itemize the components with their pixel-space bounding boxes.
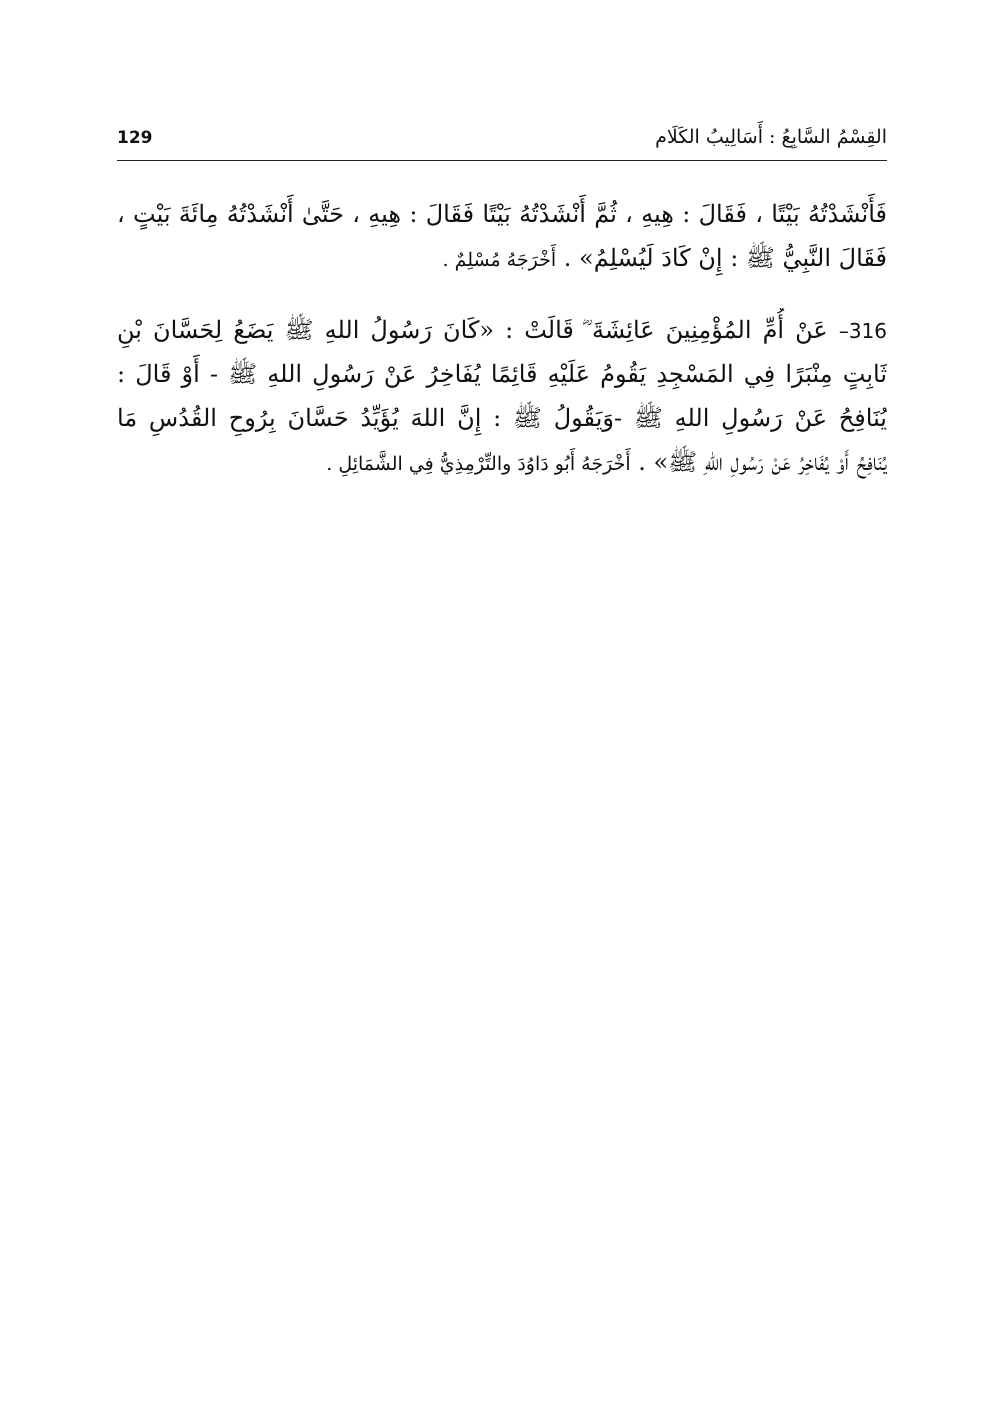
page-number: 129 [117, 128, 153, 148]
paragraph-2-line-4 [117, 440, 887, 484]
paragraph-1-line-1: فَأَنْشَدْتُهُ بَيْتًا ، فَقَالَ : هِيهِ ، ثُمَّ أَنْشَدْتُهُ بَيْتًا فَقَالَ : هِيهِ ، حَتَّىٰ أَنْشَدْتُهُ مِائَةَ بَيْتٍ ، [117, 200, 887, 228]
page-header [117, 126, 887, 161]
paragraph-2-line-2: ثَابِتٍ مِنْبَرًا فِي المَسْجِدِ يَقُومُ عَلَيْهِ قَائِمًا يُفَاخِرُ عَنْ رَسُولِ اللهِ ﷺ - أَوْ قَالَ : [117, 360, 887, 388]
paragraph-2-line-3: يُنَافِحُ عَنْ رَسُولِ اللهِ ﷺ -وَيَقُولُ ﷺ : إِنَّ اللهَ يُؤَيِّدُ حَسَّانَ بِرُوحِ القُدُسِ مَا [117, 404, 887, 432]
hadith-number: 316– [838, 319, 887, 343]
paragraph-2-line-1 [117, 308, 887, 352]
paragraph-1-line-2 [117, 236, 887, 280]
paragraph-2-line-1-text: عَنْ أُمِّ المُؤْمِنِينَ عَائِشَةَ ؓ قَالَتْ : «كَانَ رَسُولُ اللهِ ﷺ يَضَعُ لِحَسَّانَ بْنِ [117, 316, 828, 344]
running-title: القِسْمُ السَّابِعُ : أَسَالِيبُ الكَلَام [655, 126, 887, 148]
paragraph-2 [117, 308, 887, 484]
source-citation: أَخْرَجَهُ أَبُو دَاوُدَ والتِّرْمِذِيُّ فِي الشَّمَائِلِ . [326, 453, 631, 475]
page-body [117, 192, 887, 484]
paragraph-1 [117, 192, 887, 280]
paragraph-1-line-2-text: فَقَالَ النَّبِيُّ ﷺ : إِنْ كَادَ لَيُسْلِمُ» . [563, 244, 887, 272]
paragraph-2-line-4-text: يُنَافِحُ أَوْ يُفَاخِرُ عَنْ رَسُولِ اللهِ ﷺ» . [638, 448, 887, 476]
source-citation: أَخْرَجَهُ مُسْلِمٌ . [442, 249, 557, 271]
